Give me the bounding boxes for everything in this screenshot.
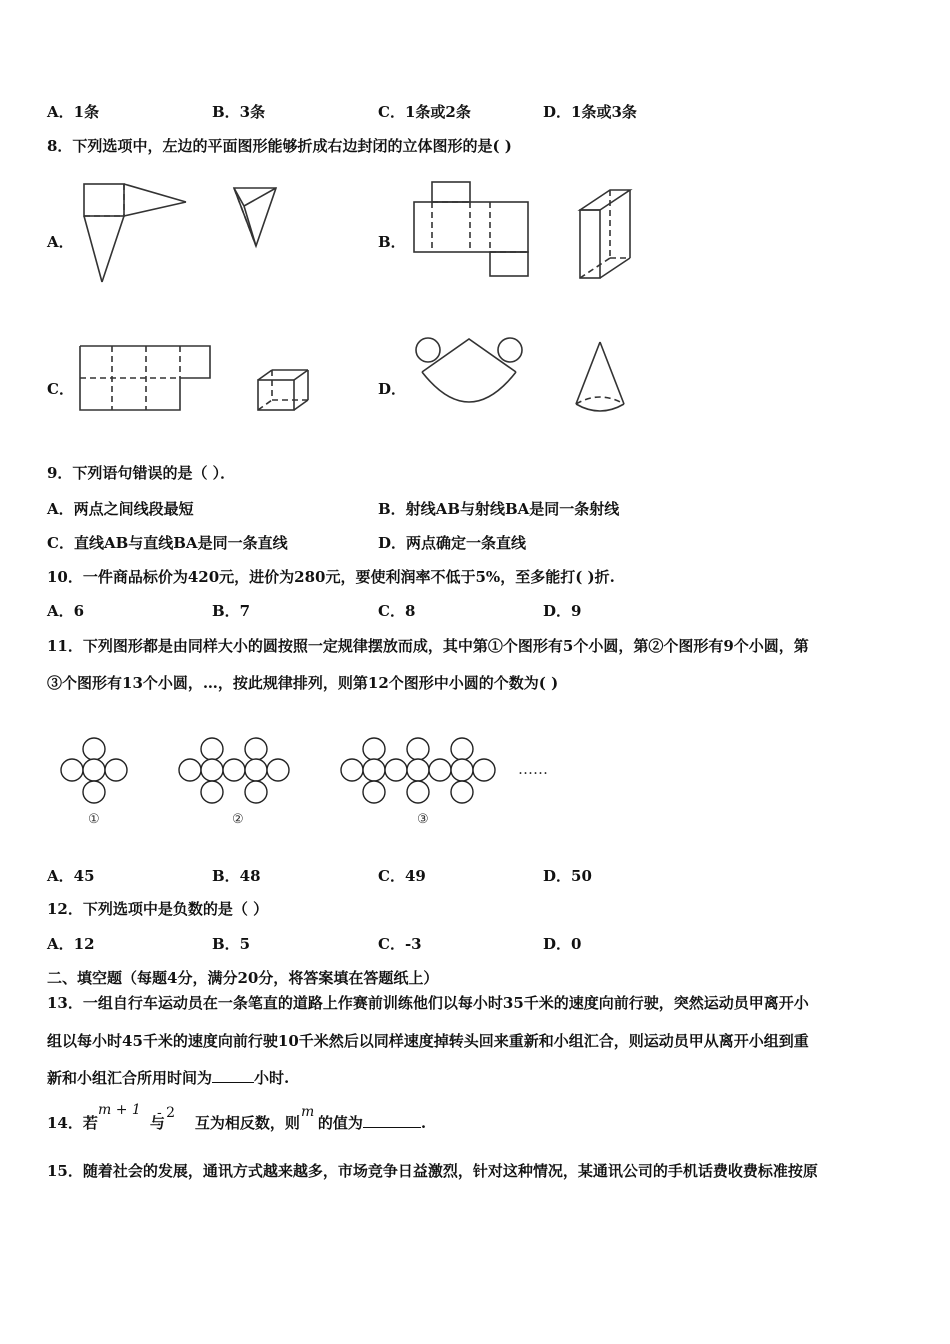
q10-stem: 10．一件商品标价为420元，进价为280元，要使利润率不低于5%，至多能打( )折. [47,568,615,586]
q9-stem: 9．下列语句错误的是（ ）． [47,464,236,482]
q8-label-b: B． [378,233,406,251]
q11-fig-label-1: ① [88,812,100,827]
q8-d-cone-figure [572,338,632,416]
q13-line3-after: 小时. [254,1069,290,1087]
q11-ellipsis: …… [518,760,548,778]
q11-pattern-1 [58,736,134,806]
q14-end: . [420,1114,427,1132]
q8-d-sector-figure [408,332,536,412]
q10-option-b: B．7 [212,602,251,620]
q14-after: 互为相反数，则 [194,1114,300,1132]
q8-label-d: D． [378,380,407,398]
q11-option-c: C．49 [378,867,426,885]
q11-fig-label-2: ② [232,812,244,827]
q9-option-a: A．两点之间线段最短 [47,500,194,518]
q11-pattern-2 [176,736,296,806]
q7-option-a: A．1条 [47,103,100,121]
q11-option-a: A．45 [47,867,95,885]
q7-option-b: B．3条 [212,103,266,121]
q11-fig-label-3: ③ [417,812,429,827]
q11-option-b: B．48 [212,867,261,885]
q12-option-a: A．12 [47,935,95,953]
q11-stem-line2: ③个图形有13个小圆，…，按此规律排列，则第12个图形中小圆的个数为( ) [47,674,559,692]
q8-label-c: C． [47,380,74,398]
q8-a-net-figure [80,178,192,288]
q12-option-b: B．5 [212,935,251,953]
q9-option-d: D．两点确定一条直线 [378,534,527,552]
q10-option-a: A．6 [47,602,85,620]
q9-option-c: C．直线AB与直线BA是同一条直线 [47,534,288,552]
section-2-heading: 二、填空题（每题4分，满分20分，将答案填在答题纸上） [47,969,439,987]
q7-option-d: D．1条或3条 [543,103,637,121]
q11-pattern-3 [338,736,502,806]
q13-line2: 组以每小时45千米的速度向前行驶10千米然后以同样速度掉转头回来重新和小组汇合，则运动员甲从离开小组到重 [47,1032,809,1050]
q8-c-cube-figure [254,366,314,414]
q14-mid: 与 [149,1114,165,1132]
q10-option-c: C．8 [378,602,416,620]
q14-expr-m-plus-1: m + 1 [98,1102,141,1118]
q13-answer-blank[interactable] [212,1068,254,1083]
q8-c-net-figure [76,342,216,414]
q14-expr-minus-2: - 2 [157,1105,176,1121]
q8-label-a: A． [47,233,74,251]
q12-stem: 12．下列选项中是负数的是（ ） [47,900,269,918]
q7-option-c: C．1条或2条 [378,103,471,121]
q10-option-d: D．9 [543,602,582,620]
q13-line3-before: 新和小组汇合所用时间为 [47,1069,213,1087]
q8-a-tetrahedron-figure [226,180,286,252]
q12-option-d: D．0 [543,935,582,953]
q14-answer-blank[interactable] [363,1113,421,1128]
q11-option-d: D．50 [543,867,592,885]
q9-option-b: B．射线AB与射线BA是同一条射线 [378,500,620,518]
q15-line1: 15．随着社会的发展，通讯方式越来越多，市场竞争日益激烈，针对这种情况，某通讯公司的手机话费收费标准按原 [47,1162,818,1180]
q11-stem-line1: 11．下列图形都是由同样大小的圆按照一定规律摆放而成，其中第①个图形有5个小圆，第②个图形有9个小圆，第 [47,637,809,655]
q8-stem: 8．下列选项中，左边的平面图形能够折成右边封闭的立体图形的是( ) [47,137,512,155]
q14-tail: 的值为 [317,1114,363,1132]
q8-b-prism-figure [574,184,638,284]
q12-option-c: C．-3 [378,935,422,953]
q8-b-net-figure [410,180,532,282]
q13-line3 [47,1068,289,1088]
q14-var-m: m [301,1104,315,1120]
q14-prefix: 14．若 [47,1114,98,1132]
q13-line1: 13．一组自行车运动员在一条笔直的道路上作赛前训练他们以每小时35千米的速度向前行驶，突然运动员甲离开小 [47,994,809,1012]
